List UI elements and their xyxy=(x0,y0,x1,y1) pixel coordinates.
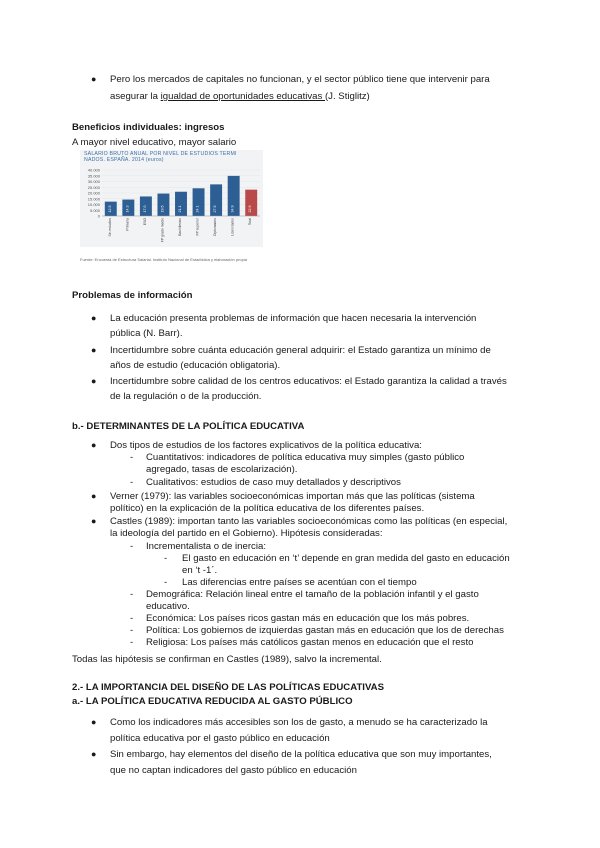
chart-category-label: Bachillerato xyxy=(178,218,182,236)
intro-line-1: Pero los mercados de capitales no funcionan, y el sector público tiene que intervenir para xyxy=(110,74,490,85)
importancia-item-1-line-2: política educativa por el gasto público en educación xyxy=(110,733,330,744)
gasto-publico-heading: a.- LA POLÍTICA EDUCATIVA REDUCIDA AL GASTO PÚBLICO xyxy=(72,696,353,707)
chart-category-label: ESO xyxy=(142,218,147,226)
bullet-icon: ● xyxy=(91,516,97,526)
hipotesis-incrementalista: Incrementalista o de inercia: xyxy=(146,541,266,552)
dash-icon: - xyxy=(164,577,168,588)
chart-ytick-label: 0 xyxy=(97,213,100,219)
problemas-item-1-line-1: La educación presenta problemas de información que hacen necesaria la intervención xyxy=(110,313,477,324)
problemas-heading: Problemas de información xyxy=(72,290,193,301)
cuantitativos-line-2: agregado, tasas de escolarización). xyxy=(146,464,298,475)
chart-ytick-label: 25.000 xyxy=(87,184,100,190)
hipotesis-demografica-line-1: Demográfica: Relación lineal entre el tamaño de la población infantil y el gasto xyxy=(146,589,479,600)
problemas-item-3-line-1: Incertidumbre sobre calidad de los centros educativos: el Estado garantiza la calidad a través xyxy=(110,376,507,387)
problemas-item-2-line-1: Incertidumbre sobre cuánta educación general adquirir: el Estado garantiza un mínimo de xyxy=(110,345,491,356)
bullet-icon: ● xyxy=(91,440,97,450)
chart-ytick-label: 30.000 xyxy=(87,179,100,184)
bullet-icon: ● xyxy=(91,345,97,355)
dash-icon: - xyxy=(164,553,168,564)
verner-line-1: Verner (1979): las variables socioeconómicas importan más que las políticas (sistema xyxy=(110,491,475,502)
chart-value-label: 19.5 xyxy=(160,205,165,213)
chart-category-label: Total xyxy=(248,218,253,226)
chart-value-label: 34.9 xyxy=(230,205,235,213)
chart-title-line-2: NADOS. ESPAÑA. 2014 (euros) xyxy=(84,157,164,164)
chart-value-label: 17.0 xyxy=(142,205,147,213)
chart-value-label: 14.3 xyxy=(125,205,130,213)
dash-icon: - xyxy=(130,637,134,648)
chart-category-label: Primaria xyxy=(125,218,130,231)
conclusion-text: Todas las hipótesis se confirman en Castles (1989), salvo la incremental. xyxy=(72,654,382,665)
chart-value-label: 22.9 xyxy=(248,205,253,213)
chart-ytick-label: 40.000 xyxy=(87,167,100,173)
importancia-item-2-line-1: Sin embargo, hay elementos del diseño de la política educativa que son muy importantes, xyxy=(110,749,492,760)
chart-category-label: Sin estudios xyxy=(107,218,112,237)
problemas-item-3-line-2: de la regulación o de la producción. xyxy=(110,391,262,402)
incrementalista-a-line-2: en ‘t -1´. xyxy=(182,565,218,576)
importancia-item-2-line-2: que no captan indicadores del gasto público en educación xyxy=(110,765,357,776)
chart-ytick-label: 5.000 xyxy=(89,207,100,213)
chart-category-label: FP grado medio xyxy=(160,218,165,243)
intro-line-2 xyxy=(110,91,370,103)
hipotesis-economica: Económica: Los países ricos gastan más en educación que los más pobres. xyxy=(146,613,470,624)
chart-value-label: 21.1 xyxy=(178,205,182,213)
cualitativos-line: Cualitativos: estudios de caso muy detallados y descriptivos xyxy=(146,477,401,488)
incrementalista-b: Las diferencias entre países se acentúan con el tiempo xyxy=(182,577,417,588)
chart-category-label: Diplomados xyxy=(213,218,218,236)
dash-icon: - xyxy=(130,541,134,552)
hipotesis-politica: Política: Los gobiernos de izquierdas gastan más en educación que los de derechas xyxy=(146,625,504,636)
bullet-icon: ● xyxy=(91,376,97,386)
bullet-icon: ● xyxy=(91,313,97,323)
importancia-item-1-line-1: Como los indicadores más accesibles son los de gasto, a menudo se ha caracterizado la xyxy=(110,717,488,728)
intro-line-2-post: (J. Stiglitz) xyxy=(324,91,370,102)
beneficios-heading: Beneficios individuales: ingresos xyxy=(72,122,225,133)
chart-title xyxy=(84,151,264,164)
bullet-icon: ● xyxy=(91,749,97,759)
verner-line-2: político) en la explicación de la política educativa de los diferentes países. xyxy=(110,503,425,514)
problemas-item-1-line-2: pública (N. Barr). xyxy=(110,328,183,339)
cuantitativos-line-1: Cuantitativos: indicadores de política educativa muy simples (gasto público xyxy=(146,452,465,463)
bullet-icon: ● xyxy=(91,717,97,727)
chart-ytick-label: 35.000 xyxy=(87,173,100,179)
chart-source: Fuente: Encuesta de Estructura Salarial. Instituto Nacional de Estadística y elaboración propia xyxy=(80,257,247,262)
castles-line-1: Castles (1989): importan tanto las variables socioeconómicas como las políticas (en especial, xyxy=(110,516,508,527)
determinantes-heading: b.- DETERMINANTES DE LA POLÍTICA EDUCATIVA xyxy=(72,421,305,432)
dash-icon: - xyxy=(130,625,134,636)
chart-value-label: 12.5 xyxy=(107,205,112,213)
chart-value-label: 24.1 xyxy=(195,205,200,213)
dash-icon: - xyxy=(130,452,134,463)
chart-ytick-label: 15.000 xyxy=(87,196,100,202)
chart-category-label: FP superior xyxy=(195,218,200,236)
castles-line-2: la ideología del partido en el Gobierno). Hipótesis consideradas: xyxy=(110,528,383,539)
problemas-item-2-line-2: años de estudio (educación obligatoria). xyxy=(110,360,281,371)
determinantes-bullet-1: Dos tipos de estudios de los factores explicativos de la política educativa: xyxy=(110,440,422,451)
bullet-icon: ● xyxy=(91,491,97,501)
chart-category-label: Licenciados xyxy=(230,218,235,236)
salary-bar-chart xyxy=(80,166,263,247)
beneficios-subtitle: A mayor nivel educativo, mayor salario xyxy=(72,137,237,148)
hipotesis-religiosa: Religiosa: Los países más católicos gastan menos en educación que el resto xyxy=(146,637,474,648)
intro-line-2-pre: asegurar la xyxy=(110,91,161,102)
chart-ytick-label: 10.000 xyxy=(87,202,100,207)
chart-title-line-1: SALARIO BRUTO ANUAL POR NIVEL DE ESTUDIOS TERMI xyxy=(84,151,237,157)
igualdad-link: igualdad de oportunidades educativas xyxy=(160,91,325,102)
hipotesis-demografica-line-2: educativo. xyxy=(146,601,190,612)
incrementalista-a-line-1: El gasto en educación en ‘t’ depende en gran medida del gasto en educación xyxy=(182,553,510,564)
dash-icon: - xyxy=(130,477,134,488)
dash-icon: - xyxy=(130,589,134,600)
chart-value-label: 27.5 xyxy=(213,205,218,213)
importancia-heading: 2.- LA IMPORTANCIA DEL DISEÑO DE LAS POLÍTICAS EDUCATIVAS xyxy=(72,682,384,693)
chart-ytick-label: 20.000 xyxy=(87,190,100,196)
dash-icon: - xyxy=(130,613,134,624)
bullet-icon: ● xyxy=(91,74,97,84)
